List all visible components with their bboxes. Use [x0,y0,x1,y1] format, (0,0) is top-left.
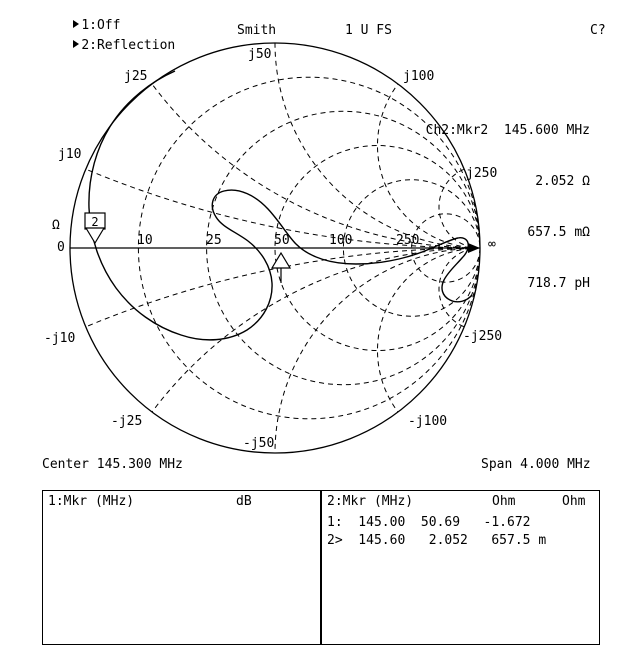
marker-table-2-header-right: Ohm [562,494,586,509]
marker-table-2-header-mid: Ohm [492,494,516,509]
span-label: Span 4.000 MHz [481,457,591,472]
label-neg-j50: -j50 [243,436,275,451]
channel-label: C? [590,23,606,38]
label-25: 25 [206,233,222,248]
label-10: 10 [137,233,153,248]
marker-2-indicator[interactable] [85,213,105,243]
marker-1-indicator[interactable] [272,253,290,283]
format-label: Smith [237,23,277,38]
label-0: 0 [57,240,65,255]
scale-label: 1 U FS [345,23,392,38]
label-neg-j100: -j100 [408,414,448,429]
reac-arc-j10 [0,0,640,248]
label-neg-j25: -j25 [111,414,143,429]
marker-readout-reactance: 657.5 mΩ [527,225,590,240]
label-100: 100 [329,233,353,248]
label-j10: j10 [58,147,82,162]
marker-table-1-header-left: 1:Mkr (MHz) [48,494,135,509]
label-omega: Ω [52,218,60,233]
marker-table-1-header-right: dB [236,494,252,509]
marker-readout-resistance: 2.052 Ω [535,174,590,189]
marker-table-2-row-2: 2> 145.60 2.052 657.5 m [327,533,547,548]
trace1-label: 1:Off [81,18,121,33]
marker-readout-title: Ch2:Mkr2 145.600 MHz [425,123,590,138]
label-j25: j25 [124,69,148,84]
label-50: 50 [274,233,290,248]
marker-table-2[interactable] [321,490,600,645]
label-infinity: ∞ [488,237,496,252]
marker-readout-inductance: 718.7 pH [527,276,590,291]
label-neg-j10: -j10 [44,331,76,346]
reac-arc-j50 [275,0,640,248]
marker-table-2-row-1: 1: 145.00 50.69 -1.672 [327,515,531,530]
label-j50: j50 [248,47,272,62]
label-j100: j100 [403,69,435,84]
reac-arc--j10 [0,248,640,470]
label-250: 250 [396,233,420,248]
svg-text:2: 2 [91,215,99,229]
center-frequency-label: Center 145.300 MHz [42,457,183,472]
marker-table-1[interactable] [42,490,321,645]
label-neg-j250: -j250 [463,329,503,344]
label-j250: j250 [466,166,498,181]
real-axis-arrow [468,243,480,253]
marker-table-2-header-left: 2:Mkr (MHz) [327,494,414,509]
trace2-label: 2:Reflection [81,38,176,53]
reac-arc--j50 [275,248,640,470]
